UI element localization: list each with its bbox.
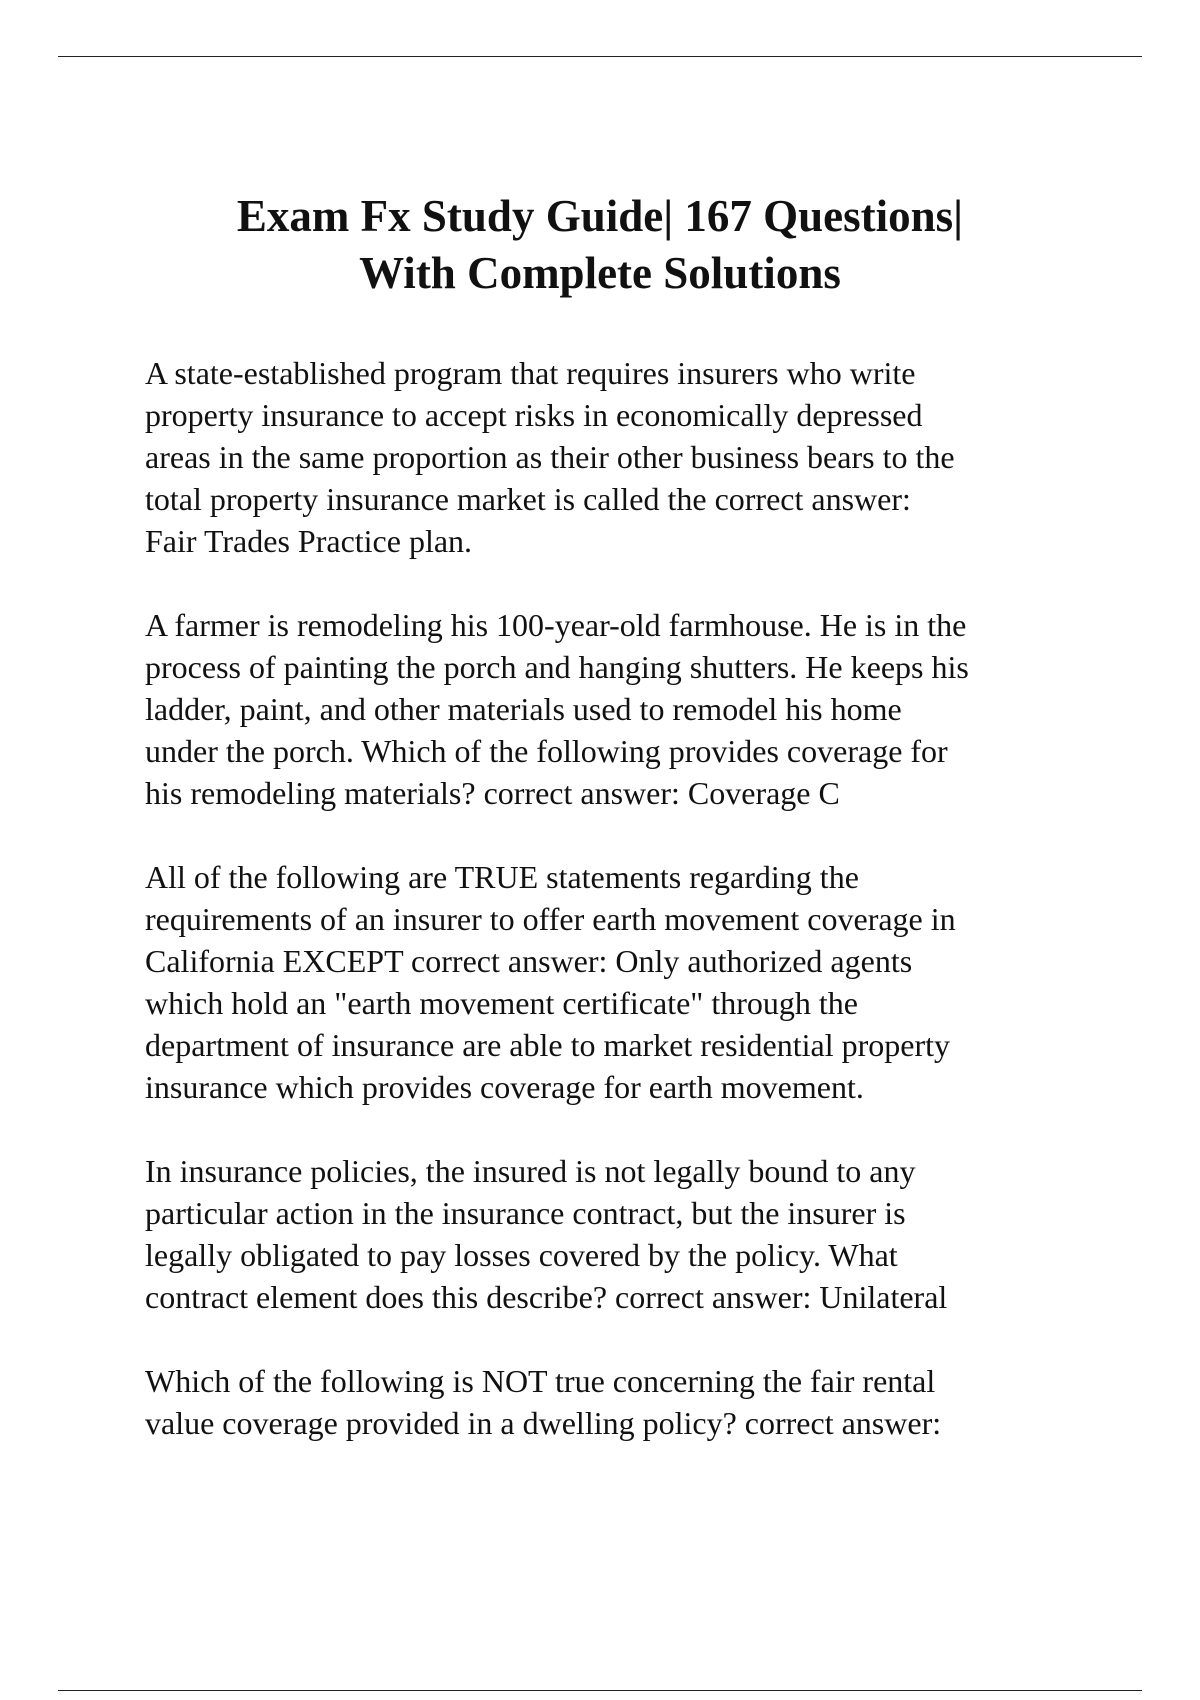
qa-line: his remodeling materials? correct answer: Coverage C	[145, 775, 840, 811]
qa-line: which hold an "earth movement certificate" through the	[145, 985, 858, 1021]
qa-line: Which of the following is NOT true concerning the fair rental	[145, 1363, 936, 1399]
qa-line: In insurance policies, the insured is not legally bound to any	[145, 1153, 916, 1189]
page-title	[100, 188, 1100, 302]
qa-line: A farmer is remodeling his 100-year-old farmhouse. He is in the	[145, 607, 967, 643]
title-line: With Complete Solutions	[359, 248, 841, 298]
qa-line: legally obligated to pay losses covered by the policy. What	[145, 1237, 898, 1273]
qa-line: All of the following are TRUE statements regarding the	[145, 859, 859, 895]
header-rule	[58, 56, 1142, 57]
qa-line: total property insurance market is called the correct answer:	[145, 481, 911, 517]
footer-rule	[58, 1690, 1142, 1691]
qa-line: contract element does this describe? correct answer: Unilateral	[145, 1279, 948, 1315]
qa-item-3	[145, 856, 1105, 1108]
qa-item-1	[145, 352, 1105, 562]
qa-line: insurance which provides coverage for earth movement.	[145, 1069, 864, 1105]
qa-line: department of insurance are able to market residential property	[145, 1027, 950, 1063]
qa-item-5	[145, 1360, 1105, 1444]
qa-line: A state-established program that requires insurers who write	[145, 355, 916, 391]
qa-line: Fair Trades Practice plan.	[145, 523, 473, 559]
qa-line: under the porch. Which of the following provides coverage for	[145, 733, 948, 769]
qa-line: California EXCEPT correct answer: Only authorized agents	[145, 943, 913, 979]
qa-line: areas in the same proportion as their other business bears to the	[145, 439, 955, 475]
qa-line: value coverage provided in a dwelling policy? correct answer:	[145, 1405, 942, 1441]
qa-item-2	[145, 604, 1105, 814]
qa-line: process of painting the porch and hanging shutters. He keeps his	[145, 649, 969, 685]
title-line: Exam Fx Study Guide| 167 Questions|	[236, 191, 964, 241]
qa-item-4	[145, 1150, 1105, 1318]
qa-list	[145, 352, 1105, 1486]
qa-line: particular action in the insurance contract, but the insurer is	[145, 1195, 906, 1231]
qa-line: requirements of an insurer to offer earth movement coverage in	[145, 901, 956, 937]
qa-line: property insurance to accept risks in economically depressed	[145, 397, 923, 433]
qa-line: ladder, paint, and other materials used to remodel his home	[145, 691, 902, 727]
